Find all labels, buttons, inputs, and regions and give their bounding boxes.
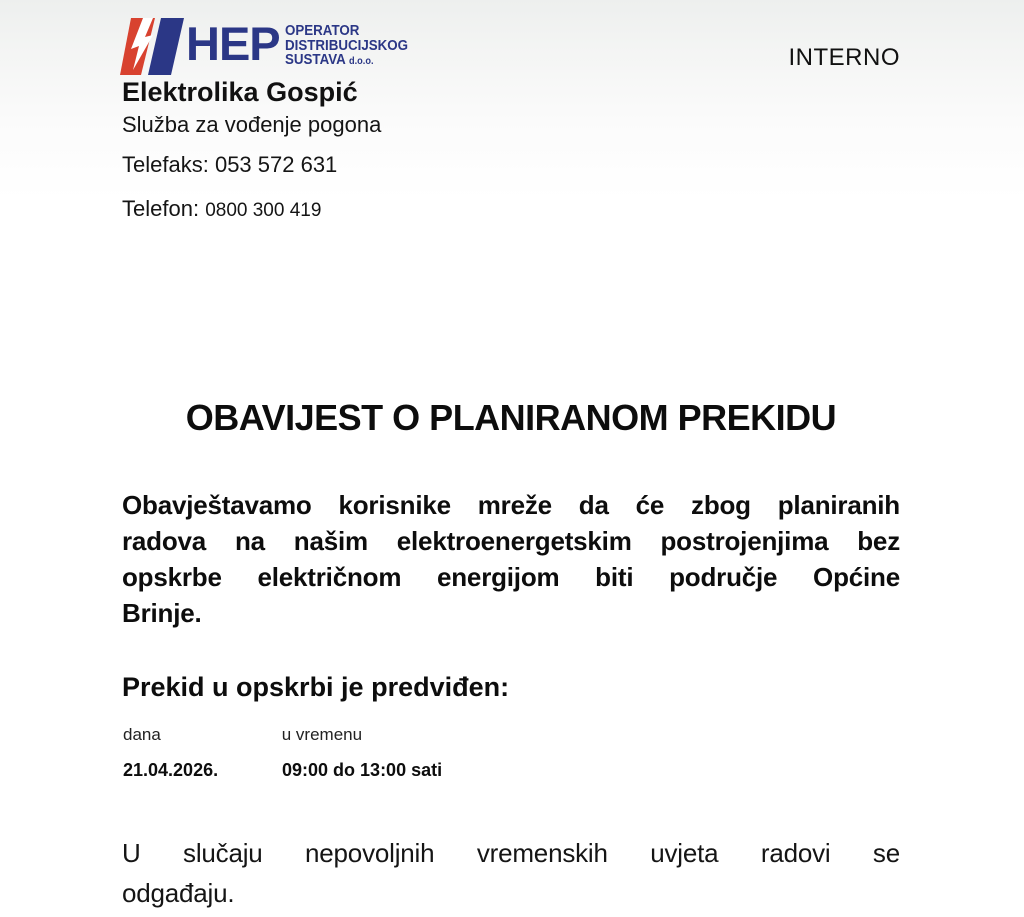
classification-label: INTERNO (788, 44, 900, 71)
schedule-time-label: u vremenu (281, 725, 363, 744)
logo-line-sustava: SUSTAVA d.o.o. (284, 52, 374, 68)
weather-note-line: U slučaju nepovoljnih vremenskih uvjeta radovi se (122, 838, 900, 868)
telefon-label: Telefon: (122, 196, 200, 221)
hep-logo (120, 18, 418, 75)
telefaks-line (122, 152, 337, 178)
telefon-value: 0800 300 419 (205, 200, 322, 221)
weather-note-paragraph (122, 833, 900, 913)
weather-note-line: odgađaju. (122, 878, 235, 908)
notice-body-paragraph (122, 487, 900, 631)
department-name: Služba za vođenje pogona (122, 112, 382, 137)
notice-body-line: radova na našim elektroenergetskim postrojenjima bez (122, 526, 900, 556)
telefaks-value: 053 572 631 (214, 152, 338, 177)
hep-logo-subtitle (285, 24, 408, 70)
schedule-date-label: dana (123, 725, 161, 744)
schedule-time-value: 09:00 do 13:00 sati (282, 760, 443, 780)
logo-doo: d.o.o. (348, 56, 374, 67)
schedule-heading: Prekid u opskrbi je predviđen: (122, 672, 510, 702)
schedule-labels-row (123, 725, 362, 745)
telefon-line (122, 196, 321, 222)
schedule-date-value: 21.04.2026. (123, 760, 219, 780)
notice-body-line: Obavještavamo korisnike mreže da će zbog planiranih (122, 490, 900, 520)
telefaks-label: Telefaks: (122, 152, 209, 177)
notice-title: OBAVIJEST O PLANIRANOM PREKIDU (185, 397, 837, 438)
org-name: Elektrolika Gospić (122, 77, 358, 107)
header-row (120, 18, 900, 75)
logo-line-distribucijskog: DISTRIBUCIJSKOG (284, 37, 408, 54)
hep-logo-text: HEP (186, 17, 280, 70)
notice-body-line: opskrbe električnom energijom biti područje Općine (122, 562, 900, 592)
notice-body-line: Brinje. (122, 598, 202, 628)
schedule-values-row (123, 760, 442, 781)
hep-lightning-icon (120, 18, 184, 75)
logo-line-operator: OPERATOR (284, 23, 360, 39)
